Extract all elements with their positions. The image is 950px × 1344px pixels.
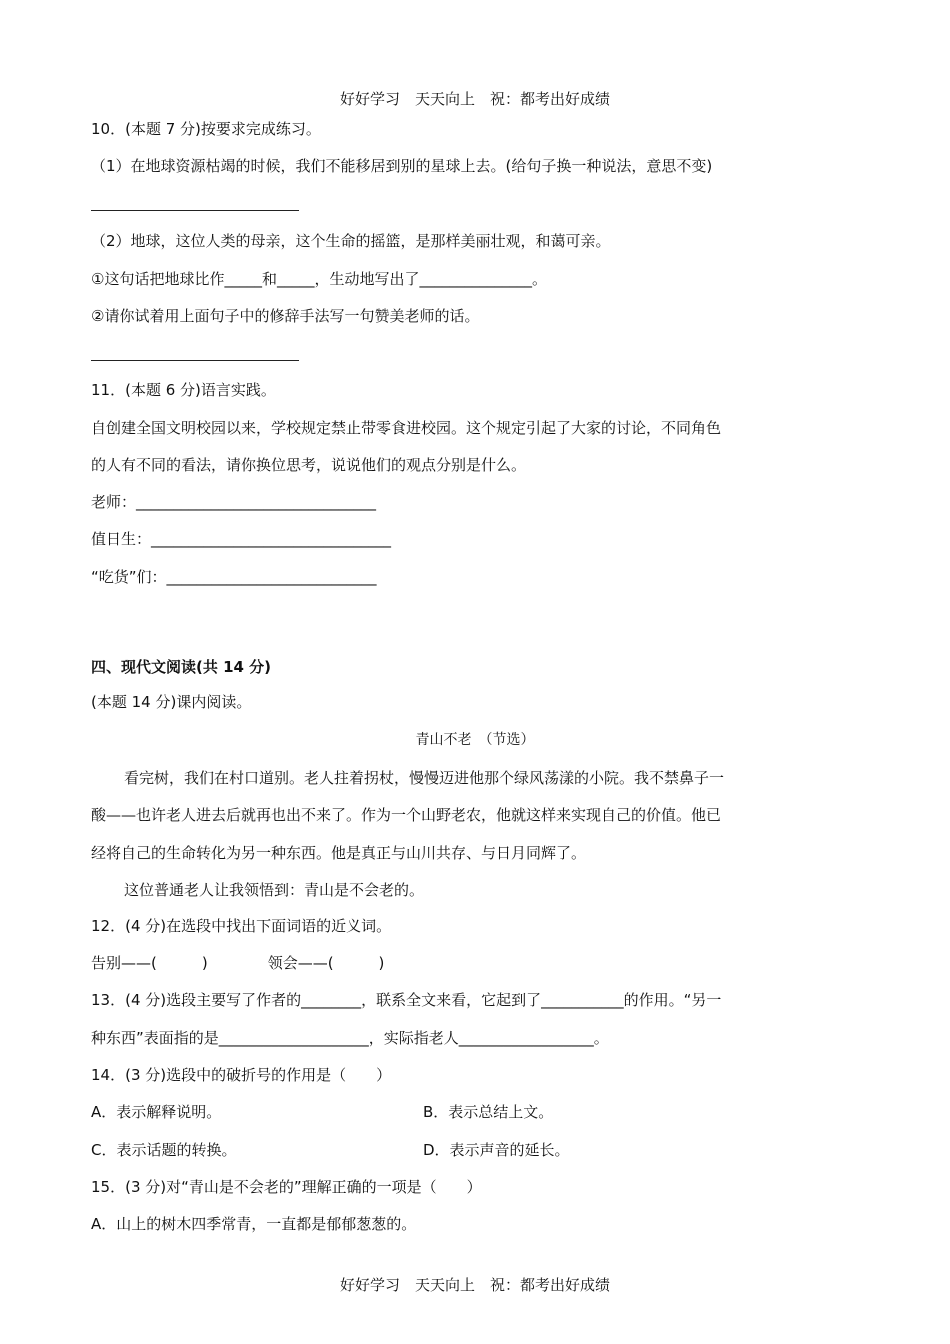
- passage-title: 青山不老 （节选）: [415, 732, 535, 748]
- q14-option-a: A．表示解释说明。: [91, 1103, 222, 1121]
- q10-part2-a: ①这句话把地球比作_____和_____，生动地写出了_______________。: [91, 270, 547, 288]
- q14-option-d: D．表示声音的延长。: [423, 1141, 570, 1159]
- passage-p1-line3: 经将自己的生命转化为另一种东西。他是真正与山川共存、与日月同辉了。: [91, 844, 587, 862]
- q14-option-b: B．表示总结上文。: [423, 1103, 554, 1121]
- q10-part1-answer-line: [91, 210, 299, 211]
- q11-title: 11．(本题 6 分)语言实践。: [91, 381, 276, 399]
- q10-part1: （1）在地球资源枯竭的时候，我们不能移居到别的星球上去。(给句子换一种说法，意思不变): [91, 157, 713, 175]
- q11-foodies: “吃货”们：____________________________: [91, 568, 377, 586]
- passage-p1-line1: 看完树，我们在村口道别。老人拄着拐杖，慢慢迈进他那个绿风荡漾的小院。我不禁鼻子一: [124, 769, 725, 787]
- q11-teacher: 老师：________________________________: [91, 493, 377, 511]
- q10-title: 10．(本题 7 分)按要求完成练习。: [91, 120, 321, 138]
- passage-p2: 这位普通老人让我领悟到：青山是不会老的。: [124, 881, 425, 899]
- q10-part2: （2）地球，这位人类的母亲，这个生命的摇篮，是那样美丽壮观，和蔼可亲。: [91, 232, 611, 250]
- q11-text-line2: 的人有不同的看法，请你换位思考，说说他们的观点分别是什么。: [91, 456, 527, 474]
- q12-items: 告别——( ) 领会——( ): [91, 954, 385, 972]
- passage-p1-line2: 酸——也许老人进去后就再也出不来了。作为一个山野老农，他就这样来实现自己的价值。他已: [91, 806, 722, 824]
- q12-title: 12．(4 分)在选段中找出下面词语的近义词。: [91, 917, 392, 935]
- q11-text-line1: 自创建全国文明校园以来，学校规定禁止带零食进校园。这个规定引起了大家的讨论，不同角色: [91, 419, 722, 437]
- q10-part2-answer-line: [91, 360, 299, 361]
- q13-line2: 种东西”表面指的是____________________，实际指老人__________________。: [91, 1029, 609, 1047]
- q11-duty-student: 值日生：________________________________: [91, 530, 392, 548]
- section4-intro: (本题 14 分)课内阅读。: [91, 693, 252, 711]
- section4-heading: 四、现代文阅读(共 14 分): [91, 658, 272, 676]
- q15-option-a: A．山上的树木四季常青，一直都是郁郁葱葱的。: [91, 1215, 417, 1233]
- q14-title: 14．(3 分)选段中的破折号的作用是（ ）: [91, 1066, 392, 1084]
- q15-title: 15．(3 分)对“青山是不会老的”理解正确的一项是（ ）: [91, 1178, 482, 1196]
- q10-part2-b: ②请你试着用上面句子中的修辞手法写一句赞美老师的话。: [91, 307, 480, 325]
- q13-line1: 13．(4 分)选段主要写了作者的________，联系全文来看，它起到了___________的作用。“另一: [91, 991, 722, 1009]
- page-footer: 好好学习 天天向上 祝：都考出好成绩: [339, 1276, 610, 1294]
- page-header: 好好学习 天天向上 祝：都考出好成绩: [339, 90, 610, 108]
- q14-option-c: C．表示话题的转换。: [91, 1141, 237, 1159]
